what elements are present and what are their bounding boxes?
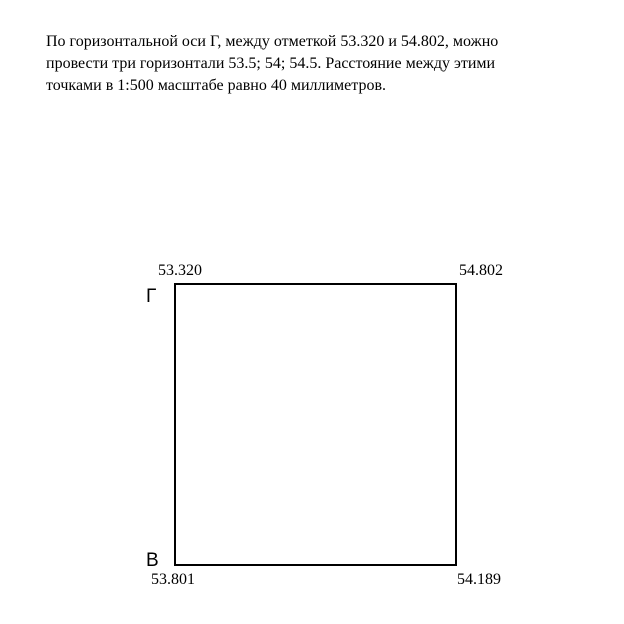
elevation-top-left: 53.320 bbox=[158, 262, 202, 279]
grid-square bbox=[174, 283, 457, 566]
problem-line-2: провести три горизонтали 53.5; 54; 54.5. Расстояние между этими bbox=[46, 55, 496, 72]
problem-statement bbox=[46, 31, 586, 97]
axis-label-v: В bbox=[146, 550, 159, 571]
problem-line-1: По горизонтальной оси Г, между отметкой 53.320 и 54.802, можно bbox=[46, 33, 499, 50]
elevation-bottom-right: 54.189 bbox=[457, 571, 501, 588]
elevation-top-right: 54.802 bbox=[459, 262, 503, 279]
elevation-bottom-left: 53.801 bbox=[151, 571, 195, 588]
axis-label-g: Г bbox=[146, 286, 157, 307]
problem-line-3: точками в 1:500 масштабе равно 40 миллиметров. bbox=[46, 77, 386, 94]
